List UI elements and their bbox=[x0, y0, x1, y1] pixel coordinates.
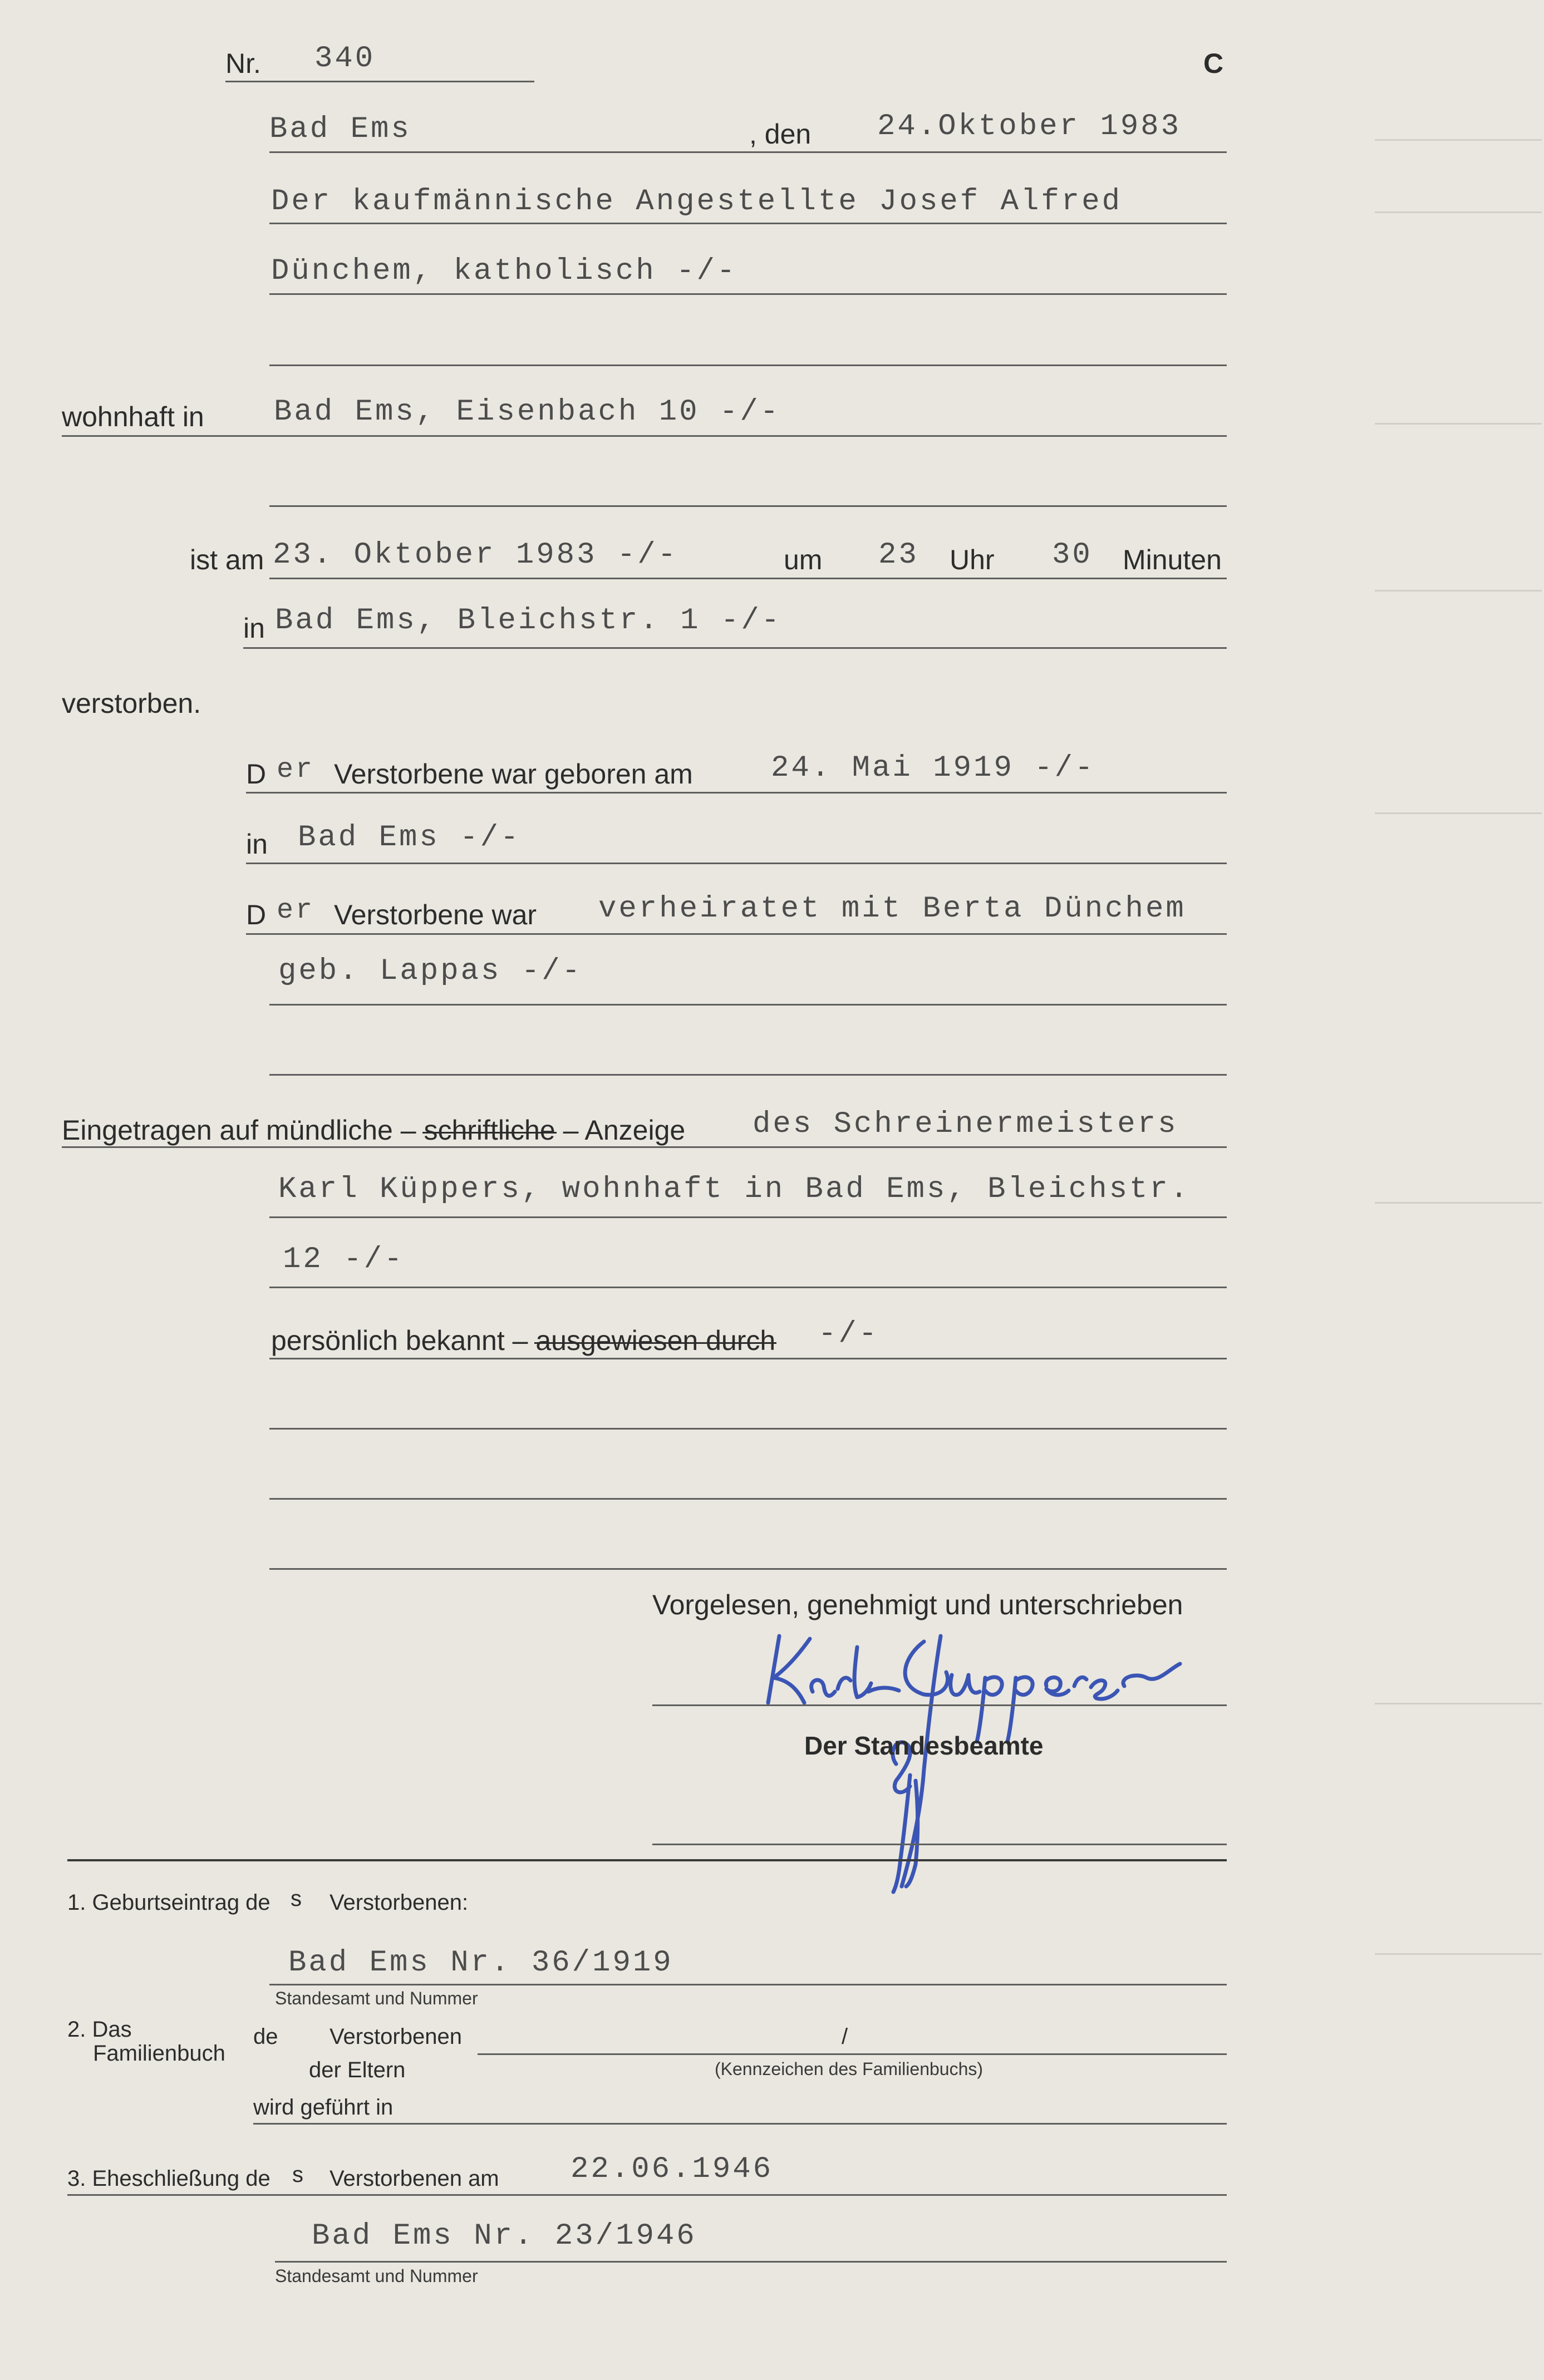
marital-line-1: verheiratet mit Berta Dünchem bbox=[598, 892, 1186, 926]
footer-divider bbox=[67, 1859, 1227, 1861]
marital-rule-3 bbox=[269, 1074, 1227, 1076]
family-book-de: de bbox=[253, 2024, 278, 2049]
ist-am-label: ist am bbox=[190, 544, 264, 575]
family-book-caption: (Kennzeichen des Familienbuchs) bbox=[715, 2059, 984, 2079]
identity-label-start: persönlich bekannt – bbox=[271, 1325, 528, 1356]
residence-rule-2 bbox=[269, 505, 1227, 507]
marital-rule-1 bbox=[246, 933, 1227, 935]
birth-entry-s: s bbox=[291, 1886, 302, 1911]
death-hour: 23 bbox=[878, 538, 919, 572]
marital-label-er: er bbox=[277, 895, 315, 927]
birth-entry-caption: Standesamt und Nummer bbox=[275, 1988, 478, 2008]
marital-line-2: geb. Lappas -/- bbox=[278, 954, 583, 988]
death-minutes: 30 bbox=[1052, 538, 1093, 572]
family-book-slash: / bbox=[842, 2024, 848, 2049]
birth-entry-label: 1. Geburtseintrag de bbox=[67, 1890, 271, 1915]
birth-entry-rest: Verstorbenen: bbox=[330, 1890, 469, 1915]
family-book-number: 2. Das bbox=[67, 2017, 132, 2042]
residence-value: Bad Ems, Eisenbach 10 -/- bbox=[274, 395, 781, 429]
registration-line-2: Karl Küppers, wohnhaft in Bad Ems, Bleichstr. bbox=[278, 1172, 1191, 1206]
identity-value: -/- bbox=[818, 1317, 879, 1351]
birth-entry-value: Bad Ems Nr. 36/1919 bbox=[288, 1946, 673, 1980]
death-date: 23. Oktober 1983 -/- bbox=[273, 538, 678, 572]
identity-rule-3 bbox=[269, 1498, 1227, 1500]
family-book-wird-rule bbox=[253, 2123, 1227, 2125]
identity-label bbox=[271, 1324, 775, 1357]
registration-rule-3 bbox=[269, 1287, 1227, 1288]
person-rule-2 bbox=[269, 293, 1227, 295]
verstorben-label: verstorben. bbox=[62, 688, 201, 719]
register-number: 340 bbox=[314, 42, 376, 76]
signature-rule-2 bbox=[652, 1844, 1227, 1845]
registration-rule-2 bbox=[269, 1216, 1227, 1218]
birth-date: 24. Mai 1919 -/- bbox=[771, 751, 1095, 785]
bleed-through-shadow bbox=[1364, 33, 1544, 2371]
residence-label: wohnhaft in bbox=[62, 401, 204, 432]
identity-label-struck: ausgewiesen durch bbox=[535, 1325, 776, 1356]
place-date-rule bbox=[269, 151, 1227, 153]
registration-label bbox=[62, 1114, 685, 1146]
registration-label-end: – Anzeige bbox=[563, 1115, 686, 1146]
den-label: , den bbox=[749, 119, 812, 150]
marital-label-d: D bbox=[246, 899, 267, 930]
signature-rule-1 bbox=[652, 1704, 1227, 1706]
identity-rule-1 bbox=[269, 1358, 1227, 1359]
marriage-date-rule bbox=[67, 2194, 1227, 2196]
death-place-rule bbox=[243, 647, 1227, 649]
official-title: Der Standesbeamte bbox=[804, 1731, 1044, 1760]
marriage-label: 3. Eheschließung de bbox=[67, 2166, 271, 2191]
marriage-s: s bbox=[292, 2162, 303, 2187]
read-approved-label: Vorgelesen, genehmigt und unterschrieben bbox=[652, 1589, 1183, 1620]
identity-rule-4 bbox=[269, 1568, 1227, 1570]
birth-label-er: er bbox=[277, 754, 315, 786]
marriage-registry-caption: Standesamt und Nummer bbox=[275, 2266, 478, 2286]
birth-place-rule bbox=[246, 863, 1227, 864]
family-book-eltern: der Eltern bbox=[309, 2058, 406, 2082]
family-book-rule bbox=[478, 2053, 1227, 2055]
birth-label-d: D bbox=[246, 758, 267, 790]
marriage-registry-rule bbox=[275, 2261, 1227, 2263]
registration-rule-1 bbox=[62, 1146, 1227, 1148]
register-date: 24.Oktober 1983 bbox=[877, 110, 1182, 144]
identity-rule-2 bbox=[269, 1428, 1227, 1430]
person-line-1: Der kaufmännische Angestellte Josef Alfred bbox=[271, 185, 1123, 219]
birth-date-rule bbox=[246, 792, 1227, 794]
residence-rule bbox=[62, 435, 1227, 437]
nr-label: Nr. bbox=[225, 48, 261, 79]
birth-entry-rule bbox=[269, 1984, 1227, 1985]
death-place: Bad Ems, Bleichstr. 1 -/- bbox=[275, 604, 782, 638]
marital-label-rest: Verstorbene war bbox=[334, 899, 537, 930]
uhr-label: Uhr bbox=[950, 544, 995, 575]
person-rule-1 bbox=[269, 223, 1227, 224]
family-book-verstorbenen: Verstorbenen bbox=[330, 2024, 462, 2049]
marriage-rest: Verstorbenen am bbox=[330, 2166, 499, 2191]
death-time-rule bbox=[269, 578, 1227, 579]
birth-label-rest: Verstorbene war geboren am bbox=[334, 758, 693, 790]
family-book-wird: wird geführt in bbox=[253, 2095, 394, 2120]
marriage-date: 22.06.1946 bbox=[571, 2152, 774, 2186]
um-label: um bbox=[784, 544, 823, 575]
minuten-label: Minuten bbox=[1123, 544, 1222, 575]
form-code: C bbox=[1203, 48, 1224, 79]
nr-rule bbox=[225, 81, 534, 82]
family-book-label: Familienbuch bbox=[93, 2041, 225, 2066]
death-in-label: in bbox=[243, 613, 265, 644]
registration-line-1: des Schreinermeisters bbox=[753, 1107, 1178, 1141]
person-rule-3 bbox=[269, 364, 1227, 366]
registration-label-start: Eingetragen auf mündliche – bbox=[62, 1115, 416, 1146]
marital-rule-2 bbox=[269, 1004, 1227, 1006]
registration-label-struck: schriftliche bbox=[424, 1115, 555, 1146]
birth-in-label: in bbox=[246, 829, 268, 860]
register-place: Bad Ems bbox=[269, 112, 411, 146]
registration-line-3: 12 -/- bbox=[283, 1243, 405, 1277]
person-line-2: Dünchem, katholisch -/- bbox=[271, 254, 737, 288]
handwritten-signature bbox=[757, 1625, 1225, 1936]
marriage-registry-value: Bad Ems Nr. 23/1946 bbox=[312, 2219, 697, 2253]
birth-place: Bad Ems -/- bbox=[298, 821, 521, 855]
